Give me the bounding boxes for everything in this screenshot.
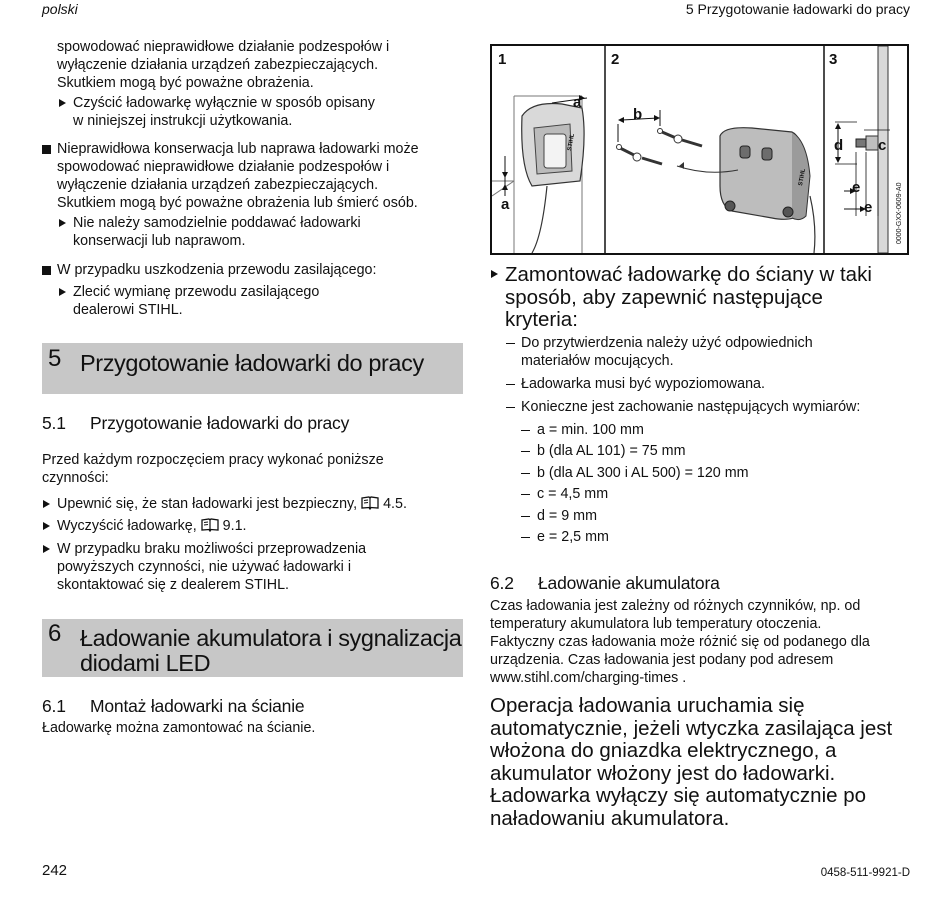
criterion-dimensions: Konieczne jest zachowanie następujących wymiarów: [521,399,861,415]
charger-panel1 [522,104,584,254]
section-number: 5 [48,345,62,372]
square-bullet-icon [42,145,51,154]
arrow-bullet-icon [59,219,66,227]
arrow-bullet-icon [59,99,66,107]
arrow-bullet-icon [43,522,50,530]
subsection-6-2-number: 6.2 [490,573,514,593]
dash-bullet-icon [506,343,515,344]
subsection-6-1-title: Montaż ładowarki na ścianie [90,696,305,716]
screws [617,129,703,165]
wall-mount-figure [490,44,909,255]
dash-bullet-icon [521,516,530,517]
section-title: Ładowanie akumulatora i sygnalizacja diodami LED [80,625,462,676]
criterion-level: Ładowarka musi być wypoziomowana. [521,376,765,392]
dash-bullet-icon [521,494,530,495]
dimension-b-al101: b (dla AL 101) = 75 mm [537,443,686,459]
panel-label-1: 1 [498,51,507,68]
subsection-6-1-number: 6.1 [42,696,66,716]
page-number: 242 [42,862,68,879]
dimension-d: d = 9 mm [537,508,597,524]
section-5-heading [42,343,463,394]
dim-label-a: a [501,196,510,213]
dim-label-e: e [864,199,873,216]
dash-bullet-icon [521,537,530,538]
s61-text: Ładowarkę można zamontować na ścianie. [42,720,316,736]
section-reference: 9.1. [222,518,247,534]
arrow-bullet-icon [43,500,50,508]
dash-bullet-icon [506,384,515,385]
intro-paragraph: spowodować nieprawidłowe działanie podzespołów i wyłączenie działania urządzeń zabezpieczających. Skutkiem mogą być poważne obrażenia. [57,39,390,91]
dash-bullet-icon [521,430,530,431]
criterion-fastening: Do przytwierdzenia należy użyć odpowiednich materiałów mocujących. [521,335,813,369]
dim-label-c: c [878,137,887,154]
manual-book-icon [361,496,379,510]
svg-text:STIHL: STIHL [567,133,576,152]
section-6-heading [42,619,463,677]
arrow-bullet-icon [43,545,50,553]
charger-back-panel2 [677,128,815,253]
square-bullet-icon [42,266,51,275]
subsection-5-1-number: 5.1 [42,413,66,433]
s62-paragraph: Czas ładowania jest zależny od różnych czynników, np. od temperatury akumulatora lub temperatury otoczenia. Faktyczny czas ładowania może różnić się od podanego dla urządzenia. Czas ładowania jest podany pod adresem www.stihl.com/charging-times . [490,598,870,686]
cable-instruction: Zlecić wymianę przewodu zasilającego dealerowi STIHL. [73,284,320,318]
dimension-e: e = 2,5 mm [537,529,609,545]
manual-book-icon [201,518,219,532]
s51-intro: Przed każdym rozpoczęciem pracy wykonać poniższe czynności: [42,452,384,486]
s51-step-clean: Wyczyścić ładowarkę, 9.1. [57,518,247,534]
s51-step-dealer: W przypadku braku możliwości przeprowadzenia powyższych czynności, nie używać ładowarki i skontaktować się z dealerem STIHL. [57,541,367,593]
intro-instruction: Czyścić ładowarkę wyłącznie w sposób opisany w niniejszej instrukcji użytkowania. [73,95,375,129]
header-language: polski [42,1,78,17]
dim-label-a: a [573,94,582,111]
document-code: 0458-511-9921-D [820,867,910,879]
mount-instruction: Zamontować ładowarkę do ściany w taki sposób, aby zapewnić następujące kryteria: [505,263,872,331]
arrow-bullet-icon [59,288,66,296]
dimension-b-al300: b (dla AL 300 i AL 500) = 120 mm [537,465,749,481]
mounting-illustration [492,46,907,253]
section-title: Przygotowanie ładowarki do pracy [80,350,424,376]
dash-bullet-icon [506,407,515,408]
section-reference: 4.5. [383,496,407,512]
maintenance-instruction: Nie należy samodzielnie poddawać ładowarki konserwacji lub naprawom. [73,215,361,249]
warning-paragraph-cable: W przypadku uszkodzenia przewodu zasilającego: [57,262,377,278]
subsection-5-1-title: Przygotowanie ładowarki do pracy [90,413,350,433]
dimension-a: a = min. 100 mm [537,422,644,438]
dim-label-e: e [852,179,861,196]
panel-label-2: 2 [611,51,620,68]
warning-paragraph-maintenance: Nieprawidłowa konserwacja lub naprawa ładowarki może spowodować nieprawidłowe działanie podzespołów i wyłączenie działania urządzeń zabezpieczających. Skutkiem mogą być poważne obrażenia lub śmierć osób. [57,141,419,211]
dim-label-d: d [834,137,844,154]
charging-auto-note: Operacja ładowania uruchamia się automatycznie, jeżeli wtyczka zasilająca jest włożona do gniazdka elektrycznego, a akumulator włożony jest do ładowarki. Ładowarka wyłączy się automatycznie po naładowaniu akumulatora. [490,694,893,830]
dash-bullet-icon [521,451,530,452]
dimension-c: c = 4,5 mm [537,486,609,502]
arrow-bullet-icon [491,270,498,278]
header-chapter: 5 Przygotowanie ładowarki do pracy [685,1,910,17]
subsection-6-2-title: Ładowanie akumulatora [538,573,720,593]
panel-label-3: 3 [829,51,838,68]
dim-label-b: b [633,106,643,123]
dash-bullet-icon [521,473,530,474]
svg-text:STIHL: STIHL [798,168,807,187]
s51-step-safe: Upewnić się, że stan ładowarki jest bezpieczny, 4.5. [57,496,407,512]
figure-code: 0000-GXX-0609-A0 [896,182,903,244]
section-number: 6 [48,620,62,647]
